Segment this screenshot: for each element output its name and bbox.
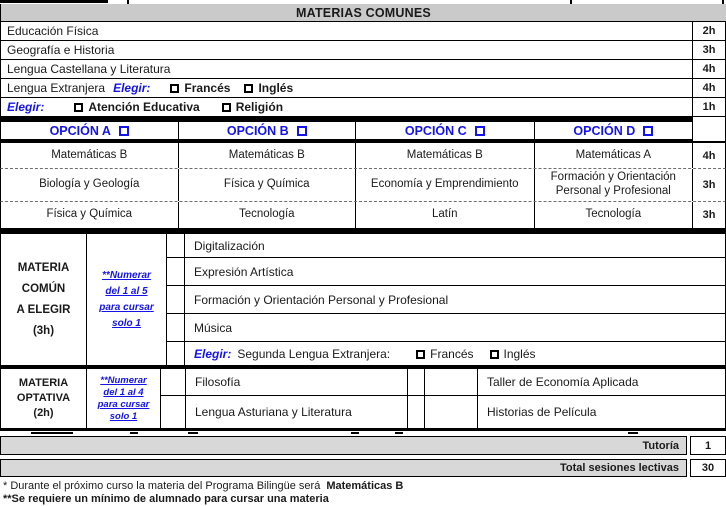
opcion-a-header (1, 122, 179, 142)
checkbox-opcion-c[interactable] (475, 126, 485, 136)
note-line: **Numerar (102, 269, 151, 281)
numbering-box[interactable] (167, 286, 185, 313)
subject-cell: Tecnología (179, 202, 357, 228)
subject-label: Expresión Artística (194, 264, 294, 279)
checkbox-frances-segunda[interactable] (416, 350, 425, 359)
options-row-2 (0, 169, 726, 202)
artifact-dash (395, 432, 403, 434)
note-line: solo 1 (109, 410, 138, 422)
subject-label: Filosofía (186, 369, 408, 395)
table-row (167, 286, 725, 314)
total-sesiones-value: 30 (690, 459, 726, 477)
opcion-b-label: OPCIÓN B (226, 123, 289, 138)
tutoria-row (0, 436, 726, 455)
subject-cell: Biología y Geología (1, 169, 179, 201)
opcion-d-header (535, 122, 693, 142)
checkbox-frances[interactable] (170, 84, 179, 93)
page-title: MATERIAS COMUNES (296, 5, 431, 20)
checkbox-opcion-d[interactable] (643, 126, 653, 136)
artifact-tick (127, 0, 129, 4)
table-row (167, 258, 725, 286)
numbering-box[interactable] (167, 342, 185, 365)
label-line: OPTATIVA (16, 392, 71, 404)
checkbox-opcion-b[interactable] (297, 126, 307, 136)
footnote-1 (3, 480, 726, 493)
artifact-dash (351, 432, 359, 434)
section-title-materias-comunes (0, 4, 726, 22)
numbering-box[interactable] (408, 369, 425, 395)
total-sesiones-label: Total sesiones lectivas (0, 459, 687, 477)
note-line: para cursar (97, 398, 150, 410)
options-row-1 (0, 143, 726, 169)
option-religion (222, 100, 283, 114)
table-row-lengua-castellana (0, 60, 726, 79)
label-line: MATERIA (18, 377, 69, 389)
checkbox-atencion-educativa[interactable] (74, 103, 83, 112)
artifact-tick (570, 0, 572, 4)
elegir-label: Elegir: (7, 100, 45, 114)
hours-cell-empty (692, 122, 725, 142)
opcion-a-label: OPCIÓN A (49, 123, 111, 138)
tutoria-value: 1 (690, 436, 726, 455)
opcion-c-label: OPCIÓN C (404, 123, 467, 138)
table-row (161, 396, 725, 428)
hours-cell: 4h (692, 60, 725, 78)
hours-cell: 2h (692, 22, 725, 40)
numbering-box[interactable] (161, 369, 186, 395)
table-row-educacion-fisica (0, 22, 726, 41)
checkbox-religion[interactable] (222, 103, 231, 112)
opcion-b-header (179, 122, 357, 142)
table-row (167, 234, 725, 258)
subject-label (1, 79, 692, 97)
subject-label: Taller de Economía Aplicada (487, 375, 639, 389)
note-line: del 1 al 5 (105, 285, 148, 297)
options-header-row (0, 122, 726, 143)
option-frances (416, 347, 473, 361)
subject-cell: Matemáticas B (356, 143, 535, 168)
table-row-segunda-lengua (167, 342, 725, 365)
checkbox-label: Francés (184, 81, 231, 95)
segunda-lengua-text: Segunda Lengua Extranjera: (237, 346, 391, 361)
footnotes (0, 477, 726, 506)
checkbox-label: Inglés (503, 346, 536, 361)
footnote-1-text: * Durante el próximo curso la materia del Programa Bilingüe será (3, 480, 321, 492)
table-row-lengua-extranjera (0, 79, 726, 98)
subject-cell: Formación y Orientación Personal y Profesional (550, 171, 676, 197)
checkbox-label: Atención Educativa (88, 100, 200, 114)
subject-label: Geografía e Historia (7, 43, 115, 57)
note-line: para cursar (99, 301, 154, 313)
hours-cell: 4h (692, 143, 725, 168)
note-line: del 1 al 4 (103, 386, 144, 398)
numbering-box[interactable] (167, 314, 185, 341)
materia-comun-label (1, 234, 87, 365)
option-ingles (490, 347, 536, 361)
label-line: (3h) (32, 324, 55, 337)
artifact-dashes (0, 431, 726, 436)
checkbox-label: Francés (430, 346, 474, 361)
note-line: **Numerar (100, 374, 147, 386)
materia-comun-rows (167, 234, 725, 365)
subject-label (1, 98, 692, 116)
materia-optativa-rows (161, 369, 725, 428)
label-line: (2h) (33, 407, 54, 419)
opcion-d-label: OPCIÓN D (573, 123, 636, 138)
numbering-box[interactable] (425, 369, 478, 395)
artifact-top-marks (0, 0, 726, 4)
footnote-1-bold: Matemáticas B (326, 480, 404, 492)
table-row (167, 314, 725, 342)
checkbox-ingles[interactable] (244, 84, 253, 93)
hours-cell: 3h (692, 169, 725, 201)
note-numerar-1-4 (87, 369, 161, 428)
elegir-label: Elegir: (194, 346, 232, 361)
materia-optativa-section (0, 369, 726, 431)
table-row (161, 369, 725, 396)
total-sesiones-row (0, 459, 726, 477)
subject-label: Lengua Castellana y Literatura (7, 62, 171, 76)
subject-cell: Matemáticas A (575, 148, 652, 161)
elegir-label: Elegir: (113, 81, 151, 95)
opcion-c-header (356, 122, 535, 142)
subject-label: Digitalización (194, 238, 265, 253)
checkbox-label: Religión (235, 100, 284, 114)
subject-cell: Física y Química (179, 169, 357, 201)
numbering-box[interactable] (167, 234, 185, 257)
option-ingles (244, 81, 293, 95)
option-frances (170, 81, 230, 95)
subject-label: Lengua Asturiana y Literatura (186, 396, 408, 428)
hours-cell: 3h (692, 41, 725, 59)
subject-cell: Tecnología (585, 208, 642, 221)
artifact-dash (130, 432, 138, 434)
table-row-atencion-religion (0, 98, 726, 117)
note-line: solo 1 (112, 317, 141, 329)
checkbox-label: Inglés (258, 81, 294, 95)
checkbox-ingles-segunda[interactable] (490, 350, 499, 359)
label-line: COMÚN (21, 282, 66, 295)
artifact-dash (628, 432, 638, 434)
note-numerar-1-5 (87, 234, 167, 365)
label-line: A ELEGIR (16, 303, 71, 316)
subject-label (185, 342, 725, 365)
subject-cell: Economía y Emprendimiento (356, 169, 535, 201)
artifact-segment (0, 0, 108, 3)
materia-optativa-label (1, 369, 87, 428)
tutoria-label: Tutoría (0, 436, 687, 455)
hours-cell: 3h (692, 202, 725, 228)
table-row-geografia-historia (0, 41, 726, 60)
hours-cell: 4h (692, 79, 725, 97)
subject-cell: Latín (356, 202, 535, 228)
materia-comun-section (0, 234, 726, 365)
numbering-box[interactable] (408, 396, 425, 428)
options-row-3 (0, 202, 726, 229)
footnote-2: **Se requiere un mínimo de alumnado para cursar una materia (3, 493, 329, 505)
artifact-tick (722, 0, 724, 4)
subject-label: Formación y Orientación Personal y Profesional (194, 292, 449, 307)
subject-cell: Física y Química (1, 202, 179, 228)
option-atencion-educativa (74, 100, 199, 114)
subject-label: Historias de Película (487, 405, 597, 419)
subject-label: Música (194, 320, 233, 335)
subject-label-text: Lengua Extranjera (7, 81, 106, 95)
subject-label: Educación Física (7, 24, 99, 38)
numbering-box[interactable] (161, 396, 186, 428)
artifact-dash (188, 432, 198, 434)
hours-cell: 1h (692, 98, 725, 116)
numbering-box[interactable] (167, 258, 185, 285)
numbering-box[interactable] (425, 396, 478, 428)
subject-cell: Matemáticas B (1, 143, 179, 168)
subject-cell: Matemáticas B (179, 143, 357, 168)
checkbox-opcion-a[interactable] (119, 126, 129, 136)
label-line: MATERIA (17, 261, 70, 274)
artifact-dash (31, 432, 73, 434)
